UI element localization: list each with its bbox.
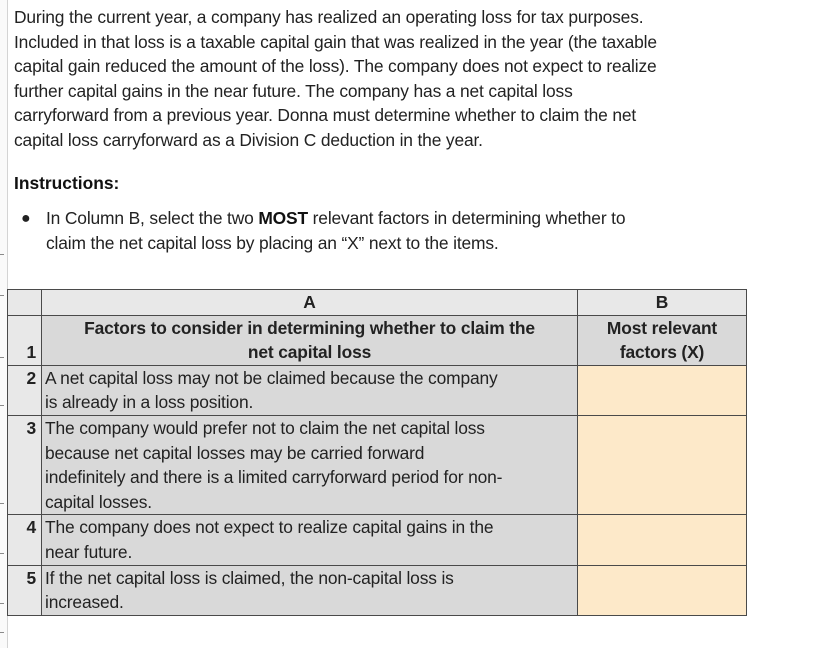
factor-cell — [42, 415, 578, 514]
header-most-relevant-line1: Most relevant — [606, 317, 718, 338]
relevant-factor-input[interactable] — [578, 565, 747, 615]
header-row — [8, 315, 747, 365]
scenario-line: further capital gains in the near future. The company has a net capital loss — [14, 80, 573, 101]
relevant-factor-input[interactable] — [578, 365, 747, 415]
gutter-tick — [0, 405, 4, 406]
column-letter-row — [8, 290, 747, 316]
column-letter-a: A — [42, 290, 578, 316]
content — [14, 5, 754, 256]
factors-table — [7, 289, 747, 616]
row-number: 3 — [8, 415, 42, 514]
header-most-relevant — [578, 315, 747, 365]
header-factors-line1: Factors to consider in determining whether to claim the — [84, 317, 535, 338]
bullet-text — [46, 206, 625, 256]
factor-cell — [42, 565, 578, 615]
factor-line: The company would prefer not to claim the net capital loss — [45, 417, 485, 438]
factor-line: capital losses. — [45, 491, 152, 512]
gutter-tick — [0, 295, 4, 296]
header-most-relevant-line2: factors (X) — [619, 342, 705, 363]
factor-line: is already in a loss position. — [45, 392, 254, 413]
gutter-tick — [0, 357, 4, 358]
relevant-factor-input[interactable] — [578, 415, 747, 514]
corner-cell — [8, 290, 42, 316]
gutter-tick — [0, 553, 4, 554]
row-number: 4 — [8, 515, 42, 565]
table-row — [8, 415, 747, 514]
bullet-suffix: relevant factors in determining whether to — [307, 207, 626, 228]
row-number: 5 — [8, 565, 42, 615]
scenario-line: capital gain reduced the amount of the loss). The company does not expect to realize — [14, 56, 657, 77]
scenario-line: carryforward from a previous year. Donna must determine whether to claim the net — [14, 105, 637, 126]
factor-cell — [42, 515, 578, 565]
table-row — [8, 515, 747, 565]
bullet-bold: MOST — [258, 207, 308, 228]
factor-line: The company does not expect to realize capital gains in the — [45, 517, 494, 538]
table-row — [8, 365, 747, 415]
row-number: 2 — [8, 365, 42, 415]
instructions-heading: Instructions: — [14, 172, 120, 193]
bullet-line2: claim the net capital loss by placing an “X” next to the items. — [46, 232, 499, 253]
gutter-tick — [0, 632, 4, 633]
relevant-factor-input[interactable] — [578, 515, 747, 565]
gutter-tick — [0, 603, 4, 604]
bullet-icon: ● — [21, 209, 31, 227]
header-factors — [42, 315, 578, 365]
factor-line: indefinitely and there is a limited carryforward period for non- — [45, 467, 503, 488]
factor-line: increased. — [45, 592, 124, 613]
header-factors-line2: net capital loss — [247, 342, 372, 363]
scenario-text — [14, 5, 754, 153]
gutter-tick — [0, 254, 4, 255]
factor-line: because net capital losses may be carried forward — [45, 442, 425, 463]
factor-line: If the net capital loss is claimed, the non-capital loss is — [45, 567, 454, 588]
column-letter-b: B — [578, 290, 747, 316]
scenario-line: During the current year, a company has realized an operating loss for tax purposes. — [14, 7, 644, 27]
row-number: 1 — [8, 315, 42, 365]
table-row — [8, 565, 747, 615]
gutter-tick — [0, 503, 4, 504]
bullet-prefix: In Column B, select the two — [46, 207, 259, 228]
scenario-line: Included in that loss is a taxable capital gain that was realized in the year (the taxable — [14, 31, 657, 52]
factor-line: near future. — [45, 541, 133, 562]
instruction-bullet — [14, 206, 754, 256]
factor-cell — [42, 365, 578, 415]
factor-line: A net capital loss may not be claimed because the company — [45, 367, 498, 388]
scenario-line: capital loss carryforward as a Division C deduction in the year. — [14, 129, 483, 150]
